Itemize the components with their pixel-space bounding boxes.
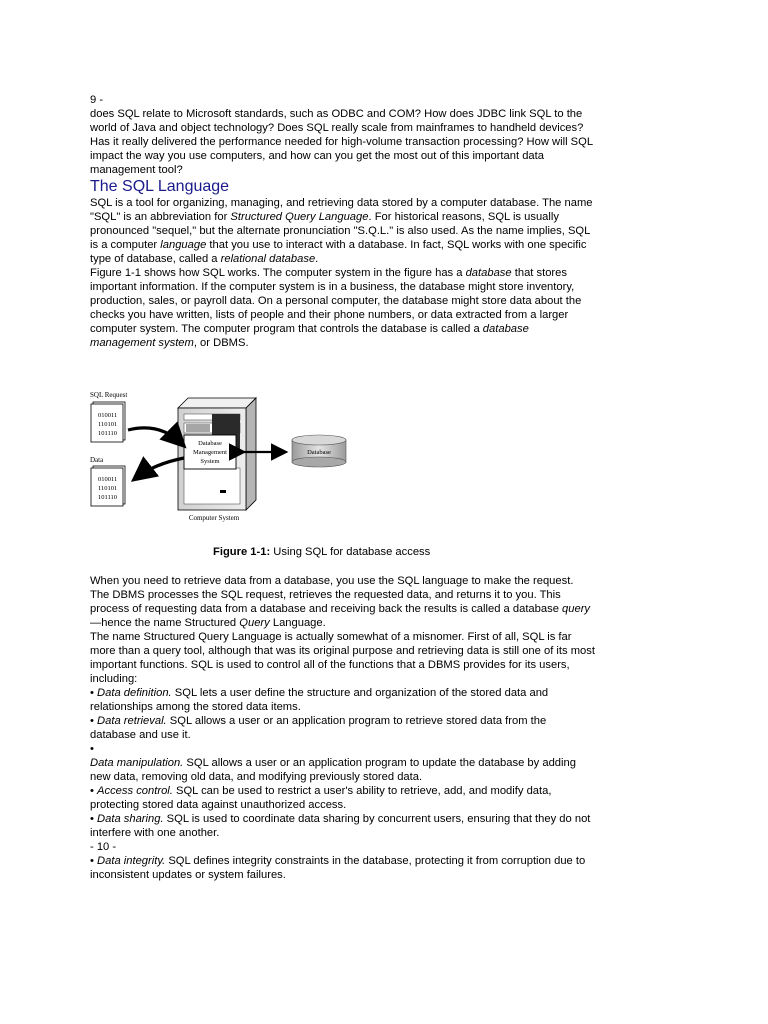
request-document-icon xyxy=(91,402,125,442)
intro-text: does SQL relate to Microsoft standards, such as ODBC and COM? How does JDBC link SQL to the world of Java and object technology? Does SQL really scale from mainframes to handheld devices? Has it really delivered the performance needed for high-volume transaction processing? How will SQL impact the way you use computers, and how can you get the most out of this important data management tool? xyxy=(90,108,593,176)
request-arrow xyxy=(128,428,182,444)
dbms-box xyxy=(184,435,236,469)
figure-sql-diagram xyxy=(88,388,358,528)
request-bits-1: 010011 xyxy=(98,412,118,419)
dbms-line-1: Database xyxy=(198,440,222,447)
section-body xyxy=(90,196,595,350)
data-bits-3: 101110 xyxy=(98,494,118,501)
bullet-data-manipulation: Data manipulation. SQL allows a user or an application program to update the database by adding new data, removing old data, and modifying previously stored data. xyxy=(90,757,576,783)
paragraph-sql-definition: SQL is a tool for organizing, managing, and retrieving data stored by a computer database. The name "SQL" is an abbreviation for Structured Query Language. For historical reasons, SQL is usually pronounced "sequel," but the alternate pronunciation "S.Q.L." is also used. As the name implies, SQL is a computer language that you use to interact with a database. In fact, SQL works with one specific type of database, called a relational database. xyxy=(90,197,593,265)
sql-request-label: SQL Request xyxy=(90,391,128,399)
data-label: Data xyxy=(90,456,104,464)
paragraph-misnomer: The name Structured Query Language is actually somewhat of a misnomer. First of all, SQL is far more than a query tool, although that was its original purpose and retrieving data is still one of its most important functions. SQL is used to control all of the functions that a DBMS provides for its users, including: xyxy=(90,631,595,685)
bullet-data-sharing: • Data sharing. SQL is used to coordinate data sharing by concurrent users, ensuring that they do not interfere with one another. xyxy=(90,813,591,839)
page-number-10: - 10 - xyxy=(90,841,117,853)
intro-paragraph xyxy=(90,107,595,177)
data-bits-1: 010011 xyxy=(98,476,118,483)
figure-caption: Figure 1-1: Using SQL for database access xyxy=(213,546,431,558)
bullet-data-retrieval: • Data retrieval. SQL allows a user or an application program to retrieve stored data from the database and use it. xyxy=(90,715,547,741)
data-document-icon xyxy=(91,466,125,506)
paragraph-query: When you need to retrieve data from a database, you use the SQL language to make the request. The DBMS processes the SQL request, retrieves the requested data, and returns it to you. This process of requesting data from a database and receiving back the results is called a database query—hence the name Structured Query Language. xyxy=(90,575,591,629)
section-body-continued xyxy=(90,574,595,882)
bullet-data-definition: • Data definition. SQL lets a user define the structure and organization of the stored data and relationships among the stored data items. xyxy=(90,687,549,713)
request-bits-2: 110101 xyxy=(98,421,118,428)
page-number-9: 9 - xyxy=(90,94,104,106)
lone-bullet: • xyxy=(90,743,94,755)
data-bits-2: 110101 xyxy=(98,485,118,492)
request-bits-3: 101110 xyxy=(98,430,118,437)
paragraph-figure-intro: Figure 1-1 shows how SQL works. The computer system in the figure has a database that stores important information. If the computer system is in a business, the database might store inventory, production, sales, or payroll data. On a personal computer, the database might store data about the checks you have written, lists of people and their phone numbers, or data extracted from a larger computer system. The computer program that controls the database is called a database management system, or DBMS. xyxy=(90,267,582,349)
computer-system-label: Computer System xyxy=(188,514,240,522)
dbms-line-2: Management xyxy=(193,449,227,456)
database-cylinder-icon xyxy=(292,435,346,467)
data-arrow xyxy=(136,458,184,478)
database-label: Database xyxy=(307,449,331,456)
dbms-line-3: System xyxy=(200,458,220,465)
bullet-access-control: • Access control. SQL can be used to restrict a user's ability to retrieve, add, and modify data, protecting stored data against unauthorized access. xyxy=(90,785,552,811)
section-heading: The SQL Language xyxy=(90,178,230,195)
bullet-data-integrity: • Data integrity. SQL defines integrity constraints in the database, protecting it from corruption due to inconsistent updates or system failures. xyxy=(90,855,586,881)
